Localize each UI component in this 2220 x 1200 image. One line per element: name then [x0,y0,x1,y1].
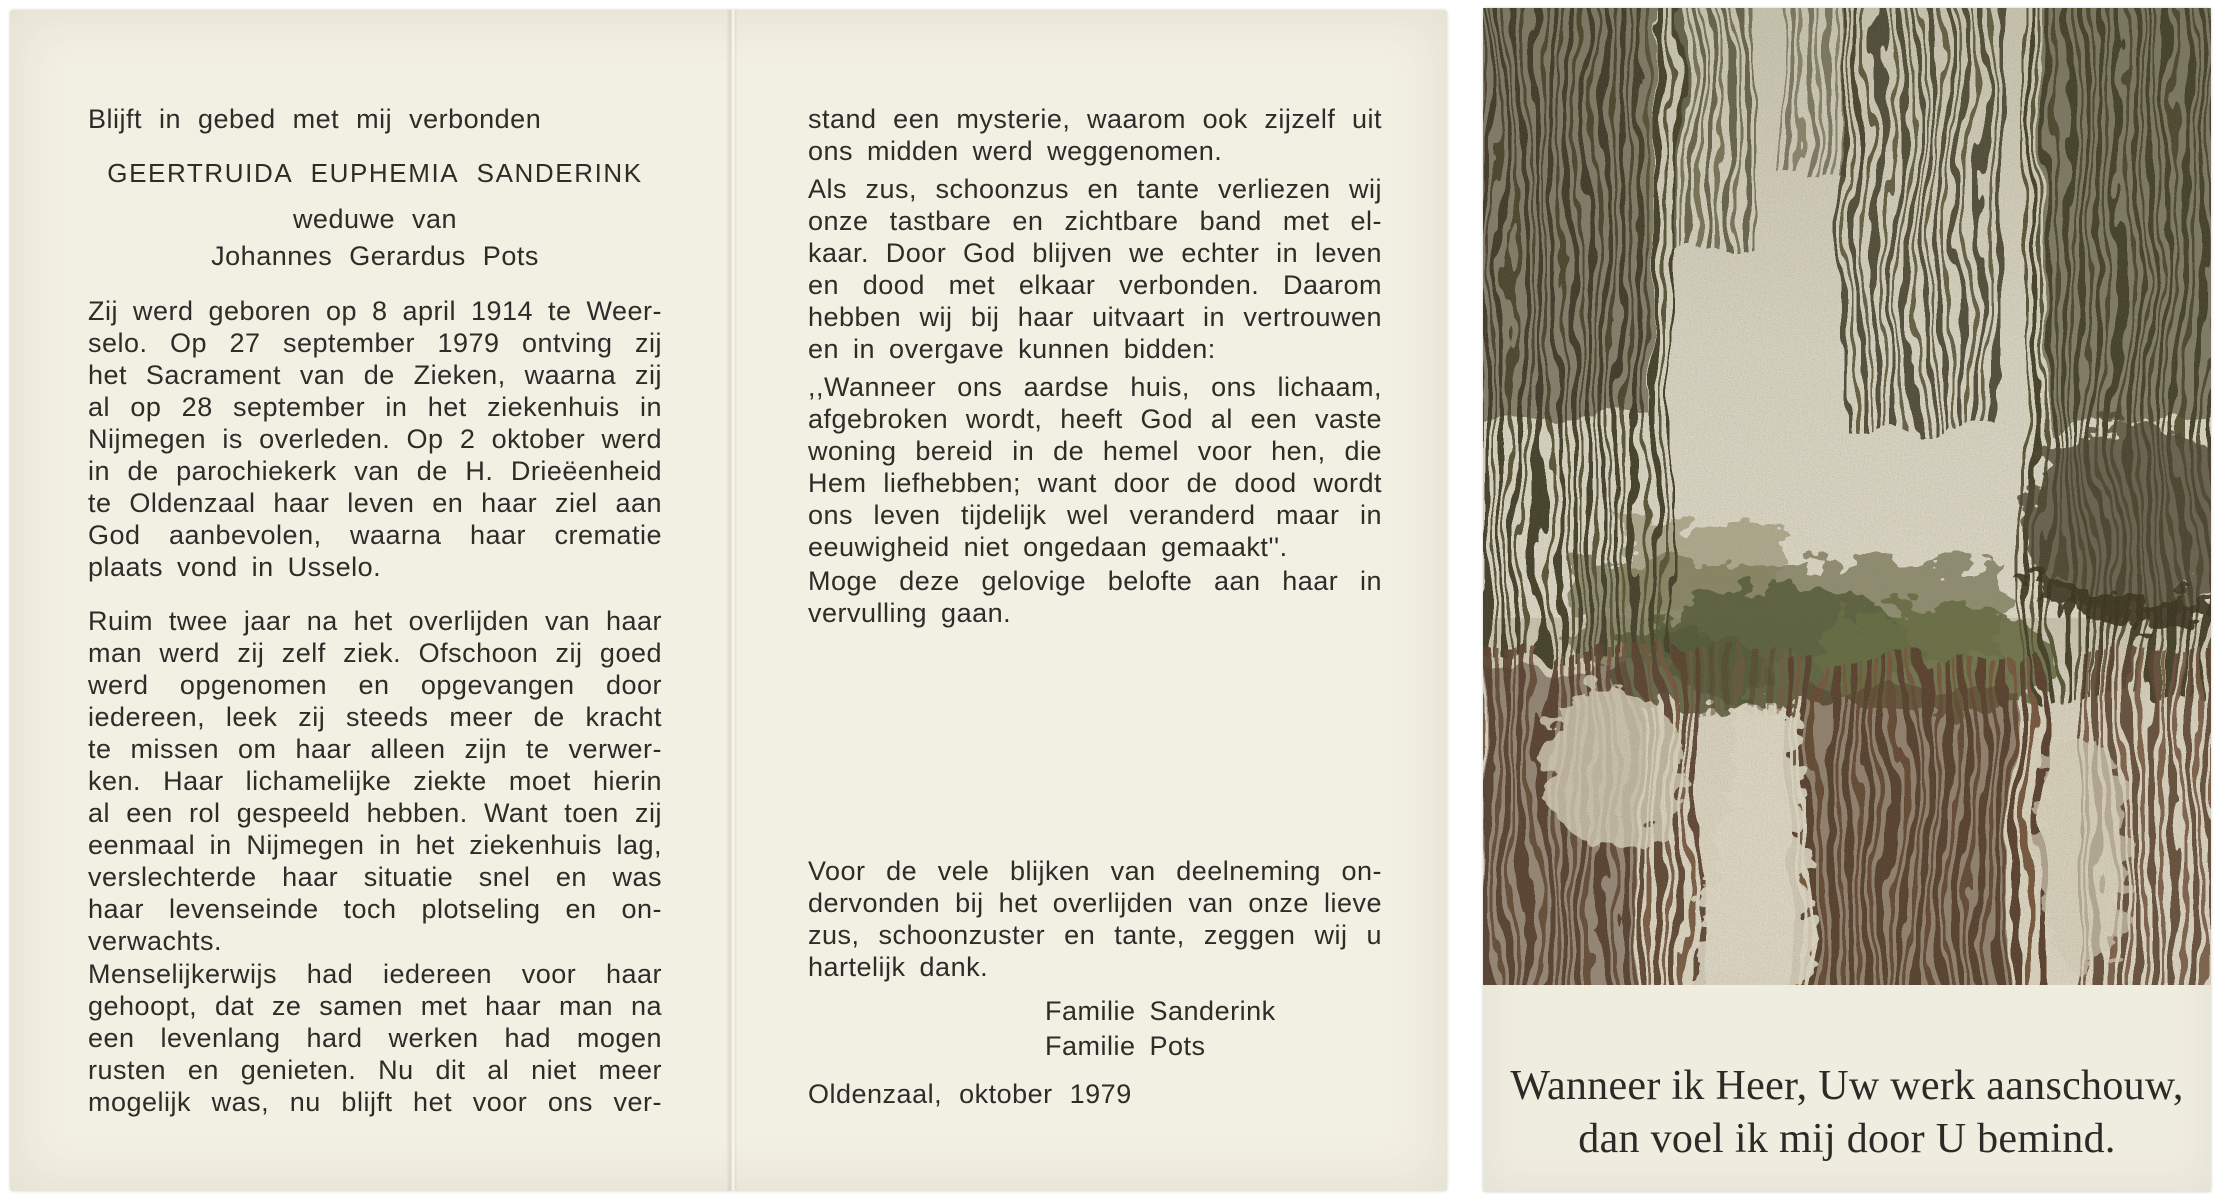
page-left [88,10,662,1191]
caption-line-1: Wanneer ik Heer, Uw werk aanschouw, [1510,1063,2184,1109]
signature-family-pots: Familie Pots [1045,1031,1206,1061]
intro-line: Blijft in gebed met mij verbonden [88,104,542,134]
scripture-quote: ,,Wanneer ons aardse huis, ons lichaam, afgebroken wordt, heeft God al een vaste woning bereid in de hemel voor hen, die Hem liefhebben; want door de dood wordt ons leven tijdelijk wel veranderd maar in eeuwigheid niet ongedaan gemaakt''. [808,372,1382,562]
photo-card [1483,8,2211,1192]
willow-pond-illustration [1483,8,2211,985]
photo-caption [1483,1060,2211,1166]
acknowledgement-paragraph: Voor de vele blijken van deelneming on- dervonden bij het overlijden van onze lieve zus, schoonzuster en tante, zeggen wij u hartelijk dank. [808,856,1382,982]
page-right [808,10,1382,1191]
relation-line: weduwe van [292,204,458,234]
biography-paragraph-1: Zij werd geboren op 8 april 1914 te Weer- selo. Op 27 september 1979 ontving zij het Sacrament van de Zieken, waarna zij al op 28 september in het ziekenhuis in Nijmegen is overleden. Op 2 oktober werd in de parochiekerk van de H. Drieëenheid te Oldenzaal haar leven en haar ziel aan God aanbevolen, waarna haar crematie plaats vond in Usselo. [88,296,662,582]
deceased-name: GEERTRUIDA EUPHEMIA SANDERINK [107,158,643,188]
closing-paragraph: Moge deze gelovige belofte aan haar in vervulling gaan. [808,566,1382,628]
caption-line-2: dan voel ik mij door U bemind. [1578,1116,2116,1162]
biography-paragraph-3: Menselijkerwijs had iedereen voor haar gehoopt, dat ze samen met haar man na een levenlang hard werken had mogen rusten en genieten. Nu dit al niet meer mogelijk was, nu blijft het voor ons ver- [88,959,662,1117]
dateline: Oldenzaal, oktober 1979 [808,1079,1132,1109]
biography-paragraph-2: Ruim twee jaar na het overlijden van haar man werd zij zelf ziek. Ofschoon zij goed werd opgenomen en opgevangen door iedereen, leek zij steeds meer de kracht te missen om haar alleen zijn te verwer- ken. Haar lichamelijke ziekte moet hierin al een rol gespeeld hebben. Want toen zij eenmaal in Nijmegen in het ziekenhuis lag, verslechterde haar situatie snel en was haar levenseinde toch plotseling en on- verwachts. [88,606,662,956]
signature-family-sanderink: Familie Sanderink [1045,996,1276,1026]
family-paragraph: Als zus, schoonzus en tante verliezen wij onze tastbare en zichtbare band met el- kaar. Door God blijven we echter in leven en dood met elkaar verbonden. Daarom hebben wij bij haar uitvaart in vertrouwen en in overgave kunnen bidden: [808,174,1382,364]
husband-name: Johannes Gerardus Pots [211,241,539,271]
fold-crease [726,10,738,1191]
continuation-paragraph: stand een mysterie, waarom ook zijzelf uit ons midden werd weggenomen. [808,104,1382,166]
text-card [10,10,1447,1191]
willow-pond-photo [1483,8,2211,985]
